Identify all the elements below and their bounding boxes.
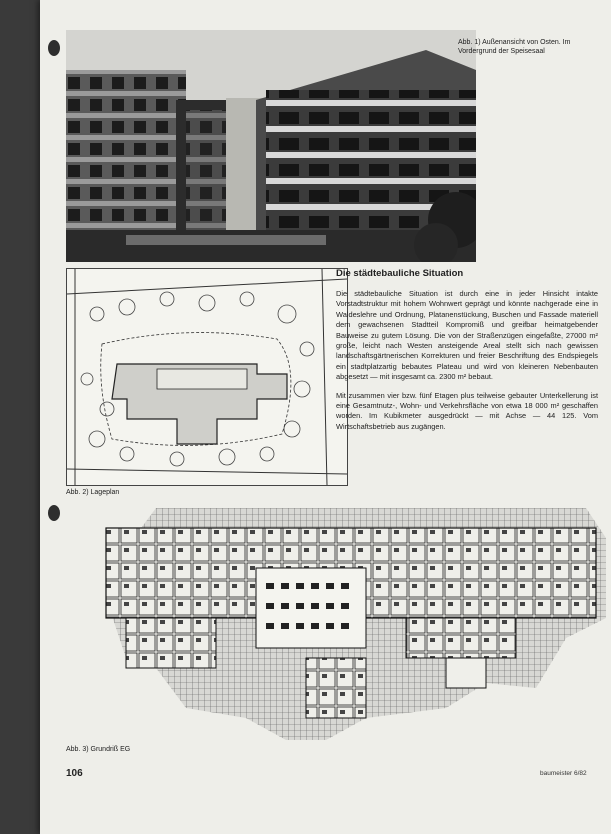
journal-footer: baumeister 6/82 bbox=[540, 770, 587, 777]
floor-plan-caption: Abb. 3) Grundriß EG bbox=[66, 746, 131, 753]
article-paragraph: Mit zusammen vier bzw. fünf Etagen plus teilweise gebauter Unterkellerung ist eine Gesamtnutz-, Wohn- und Verkehrsfläche von etwa 18 000 m² geschaffen worden. Im Kubikmeter ausgedrückt — mit Achse — 44 125. Vom Wirtschaftsbetrieb aus zugängen. bbox=[336, 390, 598, 431]
binder-hole bbox=[48, 40, 60, 56]
page-number: 106 bbox=[66, 768, 83, 779]
photo-caption: Abb. 1) Außenansicht von Osten. Im Vordergrund der Speisesaal bbox=[458, 39, 571, 55]
article-heading: Die städtebauliche Situation bbox=[336, 268, 464, 279]
article-text bbox=[336, 268, 598, 440]
floor-plan bbox=[66, 508, 611, 740]
binder-hole bbox=[48, 505, 60, 521]
building-photo bbox=[66, 30, 476, 262]
binder-holes bbox=[40, 0, 60, 834]
site-plan-caption: Abb. 2) Lageplan bbox=[66, 489, 120, 496]
article-paragraph: Die städtebauliche Situation ist durch eine in jeder Hinsicht intakte Vorstadtstruktur mit hohem Wohnwert geprägt und könnte nachgerade eine in Waldeslehre und Ordnung, Platanenstückung, Buschen und Fassade materiell dem gewachsenen Stadtteil Kompromiß und greifbar heimatgebender Bauweise zu gutem Lösung. Die von der Straßenzügen eingefaßte, 27000 m² große, leicht nach Westen ansteigende Areal stellt sich nach gewissen landschaftsgärtnerischen Korrekturen und freier Beschriftung des Endspiegels ein stadtplatzartig bebautes Plateau und wird von kleineren Nebenbauten abgesetzt — mit insgesamt ca. 2300 m² bebaut. bbox=[336, 289, 598, 382]
site-plan bbox=[66, 268, 348, 486]
document-page bbox=[40, 0, 611, 834]
